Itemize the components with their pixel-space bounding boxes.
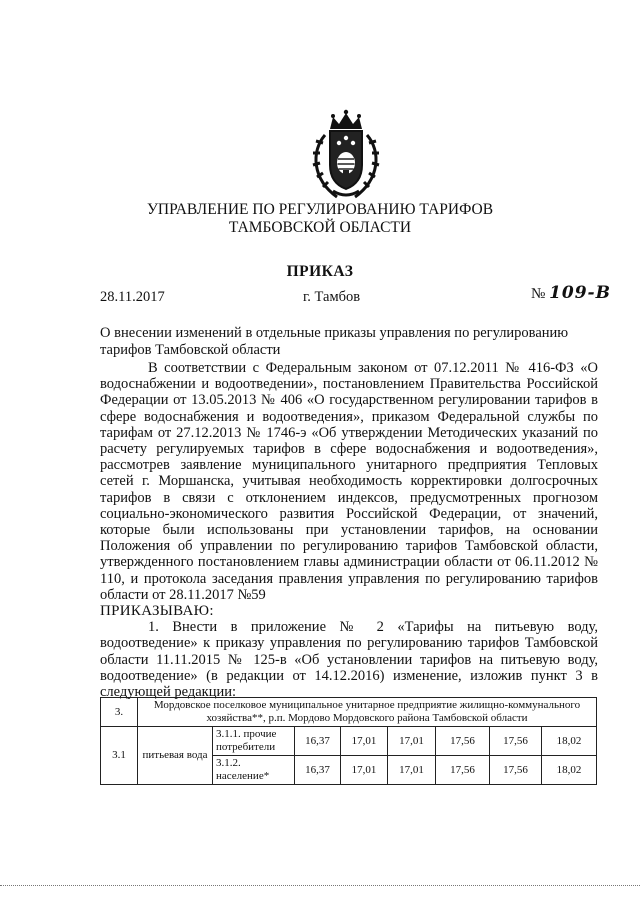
order-item-1: 1. Внести в приложение № 2 «Тарифы на питьевую воду, водоотведение» к приказу управления по регулированию тарифов Тамбовской области 11.11.2015 № 125-в «Об установлении тарифов на питьевую воду, водоотведение» (в редакции от 14.12.2016) изменение, изложив пункт 3 в следующей редакции: (100, 619, 598, 701)
agency-name (0, 201, 640, 237)
tariff-table (100, 697, 597, 785)
tariff-value-cell: 17,56 (490, 727, 542, 756)
tariff-value-cell: 17,56 (436, 727, 490, 756)
section-number-cell: 3. (101, 698, 138, 727)
tariff-value-cell: 17,56 (490, 756, 542, 785)
consumer-category-cell: 3.1.1. прочие потребители (213, 727, 295, 756)
tariff-value-cell: 17,01 (388, 727, 436, 756)
document-body (100, 360, 598, 700)
document-title: ПРИКАЗ (286, 263, 354, 280)
agency-name-line2: ТАМБОВСКОЙ ОБЛАСТИ (228, 219, 412, 236)
document-date: 28.11.2017 (100, 289, 165, 305)
preamble-paragraph: В соответствии с Федеральным законом от 07.12.2011 № 416-ФЗ «О водоснабжении и водоотведении», постановлением Правительства Российской Федерации от 13.05.2013 № 406 «О государственном регулировании тарифов в сфере водоснабжения и водоотведения», приказом Федеральной службы по тарифам от 27.12.2013 № 1746-э «Об утверждении Методических указаний по расчету регулируемых тарифов в сфере водоснабжения и водоотведения», рассмотрев заявление муниципального унитарного предприятия Тепловых сетей г. Моршанска, учитывая необходимость корректировки долгосрочных тарифов в связи с отклонением индексов, предусмотренных прогнозом социально-экономического развития Российской Федерации, от значений, которые были использованы при установлении тарифов, на основании Положения об управлении по регулированию тарифов Тамбовской области, утвержденного постановлением главы администрации области от 06.11.2012 № 110, и протокола заседания правления управления по регулированию тарифов области от 28.11.2017 №59 (100, 360, 598, 603)
tariff-value-cell: 16,37 (295, 756, 341, 785)
tariff-value-cell: 16,37 (295, 727, 341, 756)
tariff-value-cell: 17,01 (388, 756, 436, 785)
handwritten-number: 109-В (549, 283, 611, 303)
tariff-value-cell: 18,02 (542, 756, 597, 785)
service-cell: питьевая вода (138, 727, 213, 785)
tariff-value-cell: 18,02 (542, 727, 597, 756)
tariff-value-cell: 17,01 (341, 727, 388, 756)
table-row (101, 727, 597, 756)
row-number-cell: 3.1 (101, 727, 138, 785)
document-subject: О внесении изменений в отдельные приказы управления по регулированию тарифов Тамбовской области (100, 325, 569, 358)
agency-name-line1: УПРАВЛЕНИЕ ПО РЕГУЛИРОВАНИЮ ТАРИФОВ (146, 201, 494, 218)
page-cut-line (0, 885, 640, 886)
tariff-value-cell: 17,56 (436, 756, 490, 785)
document-number (531, 283, 611, 303)
section-title-cell: Мордовское поселковое муниципальное унитарное предприятие жилищно-коммунального хозяйства**, р.п. Мордово Мордовского района Тамбовской области (138, 698, 597, 727)
tariff-value-cell: 17,01 (341, 756, 388, 785)
consumer-category-cell: 3.1.2. население* (213, 756, 295, 785)
order-word: ПРИКАЗЫВАЮ: (100, 603, 214, 620)
document-city: г. Тамбов (303, 289, 361, 305)
coat-of-arms-emblem (303, 107, 389, 203)
number-prefix: № (531, 286, 546, 302)
table-row (101, 698, 597, 727)
